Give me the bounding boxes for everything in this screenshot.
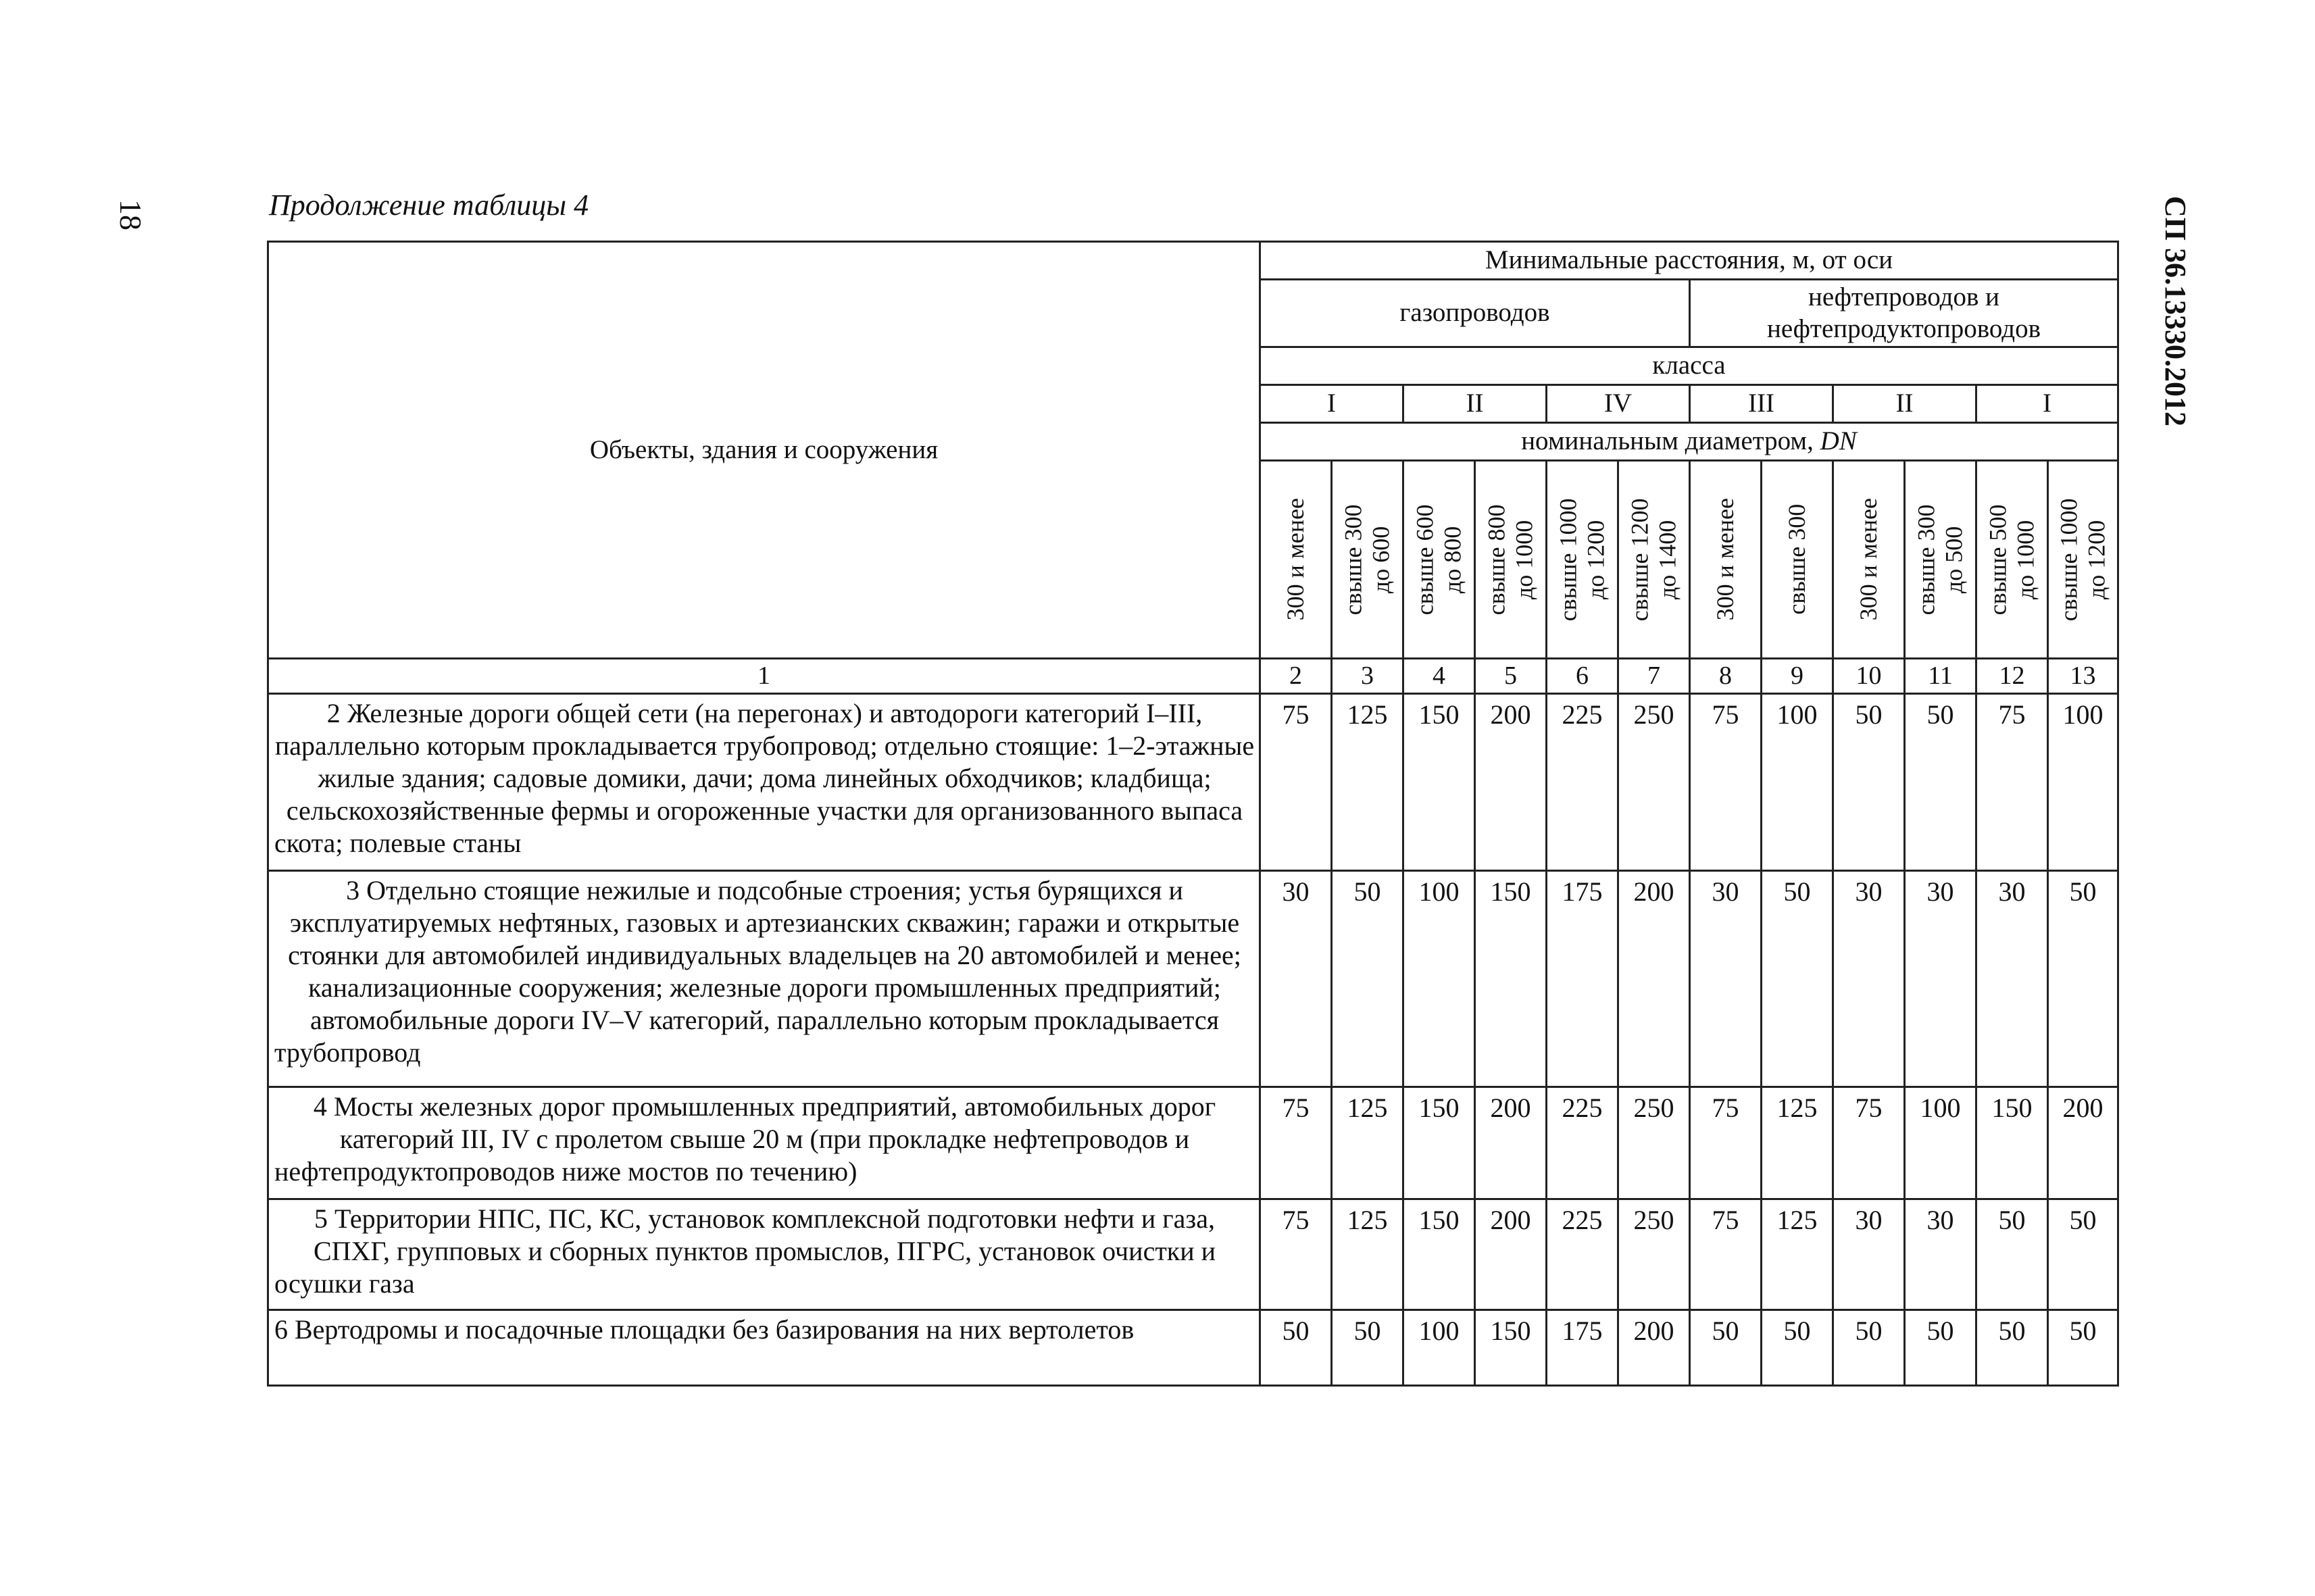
row-description: 5 Территории НПС, ПС, КС, установок комплексной подготовки нефти и газа, СПХГ, групповых и сборных пунктов промыслов, ПГРС, установок очистки и осушки газа — [268, 1199, 1260, 1310]
class-cell: I — [1260, 385, 1403, 423]
diameter-range-cell — [1618, 461, 1690, 659]
column-index: 13 — [2048, 659, 2118, 694]
diameter-header — [1260, 423, 2118, 461]
distance-value: 50 — [1905, 694, 1976, 871]
distance-value: 50 — [2048, 1199, 2118, 1310]
distance-value: 50 — [2048, 1310, 2118, 1386]
distance-value: 50 — [1332, 1310, 1403, 1386]
distance-value: 250 — [1618, 694, 1690, 871]
min-distances-header: Минимальные расстояния, м, от оси — [1260, 242, 2118, 280]
diameter-symbol: DN — [1820, 426, 1857, 456]
class-cell: II — [1403, 385, 1547, 423]
distance-value: 200 — [1475, 694, 1547, 871]
diameter-range-line: 300 и менее — [1854, 498, 1882, 621]
table-row — [268, 694, 2118, 871]
distance-value: 150 — [1403, 1199, 1475, 1310]
distance-value: 200 — [1475, 1199, 1547, 1310]
distance-value: 50 — [1332, 871, 1403, 1087]
distance-value: 50 — [2048, 871, 2118, 1087]
diameter-range-line: до 1200 — [2083, 520, 2110, 599]
diameter-range-line: свыше 300 — [1783, 504, 1810, 615]
distance-value: 200 — [1475, 1087, 1547, 1199]
distance-value: 150 — [1403, 1087, 1475, 1199]
diameter-range-line: до 500 — [1940, 526, 1968, 593]
distance-value: 100 — [2048, 694, 2118, 871]
objects-header: Объекты, здания и сооружения — [268, 242, 1260, 659]
distance-value: 125 — [1762, 1199, 1833, 1310]
column-index: 8 — [1690, 659, 1762, 694]
distance-value: 225 — [1547, 1199, 1618, 1310]
distance-value: 100 — [1403, 1310, 1475, 1386]
diameter-range-cell — [1690, 461, 1762, 659]
diameter-range-cell — [1547, 461, 1618, 659]
diameter-range-cell — [1762, 461, 1833, 659]
diameter-range-line: до 1000 — [1510, 520, 1538, 599]
table-row — [268, 1199, 2118, 1310]
diameter-range-line: свыше 1000 — [2055, 498, 2083, 621]
column-index: 6 — [1547, 659, 1618, 694]
column-index: 7 — [1618, 659, 1690, 694]
class-cell: IV — [1547, 385, 1690, 423]
diameter-range-line: свыше 1200 — [1626, 498, 1653, 621]
distance-value: 50 — [1762, 871, 1833, 1087]
table-caption: Продолжение таблицы 4 — [269, 189, 589, 222]
diameter-range-cell — [1475, 461, 1547, 659]
distance-value: 75 — [1690, 1087, 1762, 1199]
distance-value: 50 — [1690, 1310, 1762, 1386]
diameter-range-cell — [1260, 461, 1332, 659]
diameter-range-line: свыше 300 — [1912, 504, 1940, 615]
column-index: 2 — [1260, 659, 1332, 694]
diameter-range-line: до 800 — [1439, 526, 1466, 593]
gas-pipelines-header: газопроводов — [1260, 280, 1690, 347]
distance-value: 30 — [1905, 871, 1976, 1087]
distance-value: 200 — [2048, 1087, 2118, 1199]
row-description: 6 Вертодромы и посадочные площадки без базирования на них вертолетов — [268, 1310, 1260, 1386]
row-description: 4 Мосты железных дорог промышленных предприятий, автомобильных дорог категорий III, IV с пролетом свыше 20 м (при прокладке нефтепроводов и нефтепродуктопроводов ниже мостов по течению) — [268, 1087, 1260, 1199]
distance-value: 125 — [1762, 1087, 1833, 1199]
diameter-range-cell — [1905, 461, 1976, 659]
document-code: СП 36.13330.2012 — [2159, 196, 2192, 426]
column-index: 4 — [1403, 659, 1475, 694]
diameter-range-line: свыше 800 — [1483, 504, 1510, 615]
column-index: 12 — [1976, 659, 2048, 694]
distance-value: 50 — [1260, 1310, 1332, 1386]
column-index: 1 — [268, 659, 1260, 694]
diameter-range-cell — [2048, 461, 2118, 659]
distance-value: 125 — [1332, 1087, 1403, 1199]
diameter-range-line: до 1200 — [1582, 520, 1610, 599]
distance-value: 30 — [1260, 871, 1332, 1087]
distance-value: 30 — [1833, 871, 1905, 1087]
diameter-range-line: свыше 300 — [1339, 504, 1367, 615]
distance-value: 200 — [1618, 871, 1690, 1087]
distance-value: 75 — [1976, 694, 2048, 871]
distance-value: 225 — [1547, 694, 1618, 871]
column-index: 3 — [1332, 659, 1403, 694]
distance-value: 50 — [1833, 1310, 1905, 1386]
distance-value: 250 — [1618, 1199, 1690, 1310]
distance-value: 100 — [1905, 1087, 1976, 1199]
diameter-range-cell — [1403, 461, 1475, 659]
distance-value: 150 — [1475, 871, 1547, 1087]
diameter-range-line: 300 и менее — [1281, 498, 1309, 621]
class-cell: III — [1690, 385, 1833, 423]
diameter-range-line: свыше 600 — [1411, 504, 1439, 615]
distance-value: 175 — [1547, 1310, 1618, 1386]
diameter-range-line: 300 и менее — [1711, 498, 1739, 621]
diameter-range-line: до 600 — [1367, 526, 1395, 593]
distance-value: 30 — [1690, 871, 1762, 1087]
distance-value: 125 — [1332, 694, 1403, 871]
distance-value: 150 — [1403, 694, 1475, 871]
diameter-range-line: до 1400 — [1653, 520, 1681, 599]
distance-value: 75 — [1690, 694, 1762, 871]
header-row-main — [268, 242, 2118, 280]
table-row — [268, 871, 2118, 1087]
distance-value: 100 — [1403, 871, 1475, 1087]
distance-value: 125 — [1332, 1199, 1403, 1310]
diameter-range-line: свыше 500 — [1984, 504, 2012, 615]
row-description: 2 Железные дороги общей сети (на перегонах) и автодороги категорий I–III, параллельно которым прокладывается трубопровод; отдельно стоящие: 1–2-этажные жилые здания; садовые домики, дачи; дома линейных обходчиков; кладбища; сельскохозяйственные фермы и огороженные участки для организованного выпаса скота; полевые станы — [268, 694, 1260, 871]
column-index: 10 — [1833, 659, 1905, 694]
distance-value: 50 — [1833, 694, 1905, 871]
column-index: 11 — [1905, 659, 1976, 694]
distance-value: 150 — [1475, 1310, 1547, 1386]
diameter-range-cell — [1976, 461, 2048, 659]
class-header: класса — [1260, 347, 2118, 385]
diameter-range-line: свыше 1000 — [1554, 498, 1582, 621]
oil-pipelines-header: нефтепроводов и нефтепродуктопроводов — [1690, 280, 2118, 347]
diameter-range-line: до 1000 — [2012, 520, 2039, 599]
distance-value: 100 — [1762, 694, 1833, 871]
distance-value: 30 — [1905, 1199, 1976, 1310]
column-index-row — [268, 659, 2118, 694]
distance-value: 50 — [1905, 1310, 1976, 1386]
page-number: 18 — [114, 199, 148, 230]
distance-value: 30 — [1976, 871, 2048, 1087]
distance-value: 250 — [1618, 1087, 1690, 1199]
column-index: 5 — [1475, 659, 1547, 694]
distance-value: 75 — [1833, 1087, 1905, 1199]
row-description: 3 Отдельно стоящие нежилые и подсобные строения; устья бурящихся и эксплуатируемых нефтяных, газовых и артезианских скважин; гаражи и открытые стоянки для автомобилей индивидуальных владельцев на 20 автомобилей и менее; канализационные сооружения; железные дороги промышленных предприятий; автомобильные дороги IV–V категорий, параллельно которым прокладывается трубопровод — [268, 871, 1260, 1087]
distance-value: 175 — [1547, 871, 1618, 1087]
distance-value: 75 — [1260, 1087, 1332, 1199]
diameter-range-cell — [1332, 461, 1403, 659]
distance-value: 50 — [1762, 1310, 1833, 1386]
class-cell: I — [1976, 385, 2118, 423]
diameter-header-text: номинальным диаметром, — [1521, 426, 1814, 456]
distances-table — [267, 241, 2119, 1387]
distance-value: 50 — [1976, 1310, 2048, 1386]
distance-value: 50 — [1976, 1199, 2048, 1310]
column-index: 9 — [1762, 659, 1833, 694]
distance-value: 30 — [1833, 1199, 1905, 1310]
table-row — [268, 1310, 2118, 1386]
distance-value: 200 — [1618, 1310, 1690, 1386]
distance-value: 75 — [1260, 694, 1332, 871]
diameter-range-cell — [1833, 461, 1905, 659]
distance-value: 225 — [1547, 1087, 1618, 1199]
class-cell: II — [1833, 385, 1976, 423]
table-row — [268, 1087, 2118, 1199]
distance-value: 150 — [1976, 1087, 2048, 1199]
distance-value: 75 — [1690, 1199, 1762, 1310]
distance-value: 75 — [1260, 1199, 1332, 1310]
